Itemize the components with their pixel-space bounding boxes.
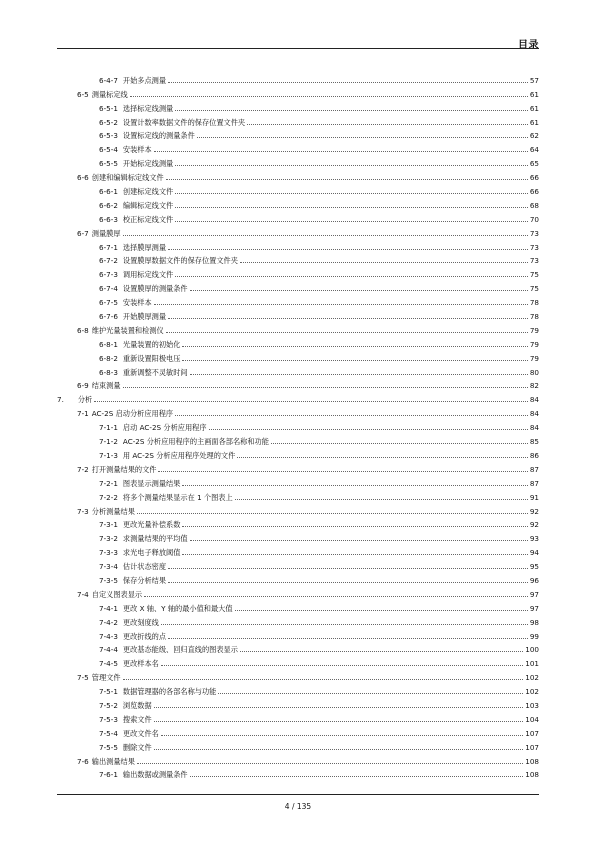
toc-entry-title: 重新调整不灵敏时间: [122, 367, 188, 377]
toc-entry-number: 7-3-1: [99, 520, 118, 530]
toc-leader-dots: [166, 178, 528, 180]
toc-leader-dots: [168, 637, 528, 639]
toc-entry-number: 7-6: [77, 756, 89, 766]
toc-entry-title: 分析测量结果: [91, 506, 135, 516]
toc-leader-dots: [271, 442, 528, 444]
toc-entry-page: 92: [529, 506, 539, 516]
toc-entry-number: 7-5-4: [99, 728, 118, 738]
toc-entry[interactable]: [57, 474, 539, 488]
toc-entry-page: 57: [529, 75, 539, 85]
toc-entry-page: 99: [529, 631, 539, 641]
toc-entry-number: 7-3: [77, 506, 89, 516]
toc-entry-number: 6-7-1: [99, 242, 118, 252]
toc-entry[interactable]: [57, 363, 539, 377]
toc-entry-title: 更改刻度线: [122, 617, 159, 627]
toc-leader-dots: [240, 650, 523, 652]
toc-leader-dots: [161, 664, 523, 666]
toc-entry-title: 设置计数率数据文件的保存位置文件夹: [122, 117, 246, 127]
toc-leader-dots: [218, 692, 523, 694]
toc-entry-number: 6-5-2: [99, 117, 118, 127]
toc-entry-page: 61: [529, 89, 539, 99]
toc-entry[interactable]: [57, 599, 539, 613]
toc-entry-page: 73: [529, 256, 539, 266]
toc-entry-title: 求光电子释放阈值: [122, 548, 181, 558]
toc-entry-page: 75: [529, 284, 539, 294]
toc-leader-dots: [123, 386, 528, 388]
toc-entry[interactable]: [57, 752, 539, 766]
toc-entry-title: 选择标定线测量: [122, 103, 174, 113]
toc-entry-number: 7-4-5: [99, 659, 118, 669]
toc-leader-dots: [175, 414, 528, 416]
toc-entry-page: 61: [529, 117, 539, 127]
toc-entry-number: 7-1-2: [99, 437, 118, 447]
toc-entry-title: 保存分析结果: [122, 575, 167, 585]
toc-leader-dots: [154, 303, 528, 305]
toc-leader-dots: [130, 95, 528, 97]
toc-entry[interactable]: [57, 210, 539, 224]
toc-entry-title: 设置膜厚的测量条件: [122, 284, 188, 294]
toc-leader-dots: [175, 192, 528, 194]
toc-entry-title: 求测量结果的平均值: [122, 534, 188, 544]
toc-entry-title: 测量膜厚: [91, 228, 121, 238]
toc-entry-number: 6-7-4: [99, 284, 118, 294]
toc-leader-dots: [240, 261, 528, 263]
toc-entry-page: 84: [529, 423, 539, 433]
toc-leader-dots: [190, 289, 528, 291]
toc-entry[interactable]: [57, 613, 539, 627]
toc-entry[interactable]: [57, 571, 539, 585]
toc-entry-number: 7-5-5: [99, 742, 118, 752]
toc-entry-page: 96: [529, 575, 539, 585]
toc-entry[interactable]: [57, 293, 539, 307]
toc-entry-page: 66: [529, 173, 539, 183]
toc-entry[interactable]: [57, 238, 539, 252]
toc-entry-number: 6-7-3: [99, 270, 118, 280]
page-header-title: 目录: [518, 40, 539, 51]
toc-entry-page: 107: [525, 742, 539, 752]
toc-entry[interactable]: [57, 557, 539, 571]
toc-entry[interactable]: [57, 710, 539, 724]
toc-entry[interactable]: [57, 404, 539, 418]
toc-entry[interactable]: [57, 627, 539, 641]
toc-entry-number: 6-4-7: [99, 75, 118, 85]
toc-leader-dots: [137, 762, 523, 764]
toc-entry-title: 开始膜厚测量: [122, 312, 167, 322]
toc-entry-number: 7-5: [77, 673, 89, 683]
toc-leader-dots: [158, 470, 527, 472]
toc-entry-page: 95: [529, 562, 539, 572]
toc-leader-dots: [168, 81, 528, 83]
toc-entry-page: 91: [529, 492, 539, 502]
toc-leader-dots: [154, 748, 524, 750]
toc-entry-number: 6-7-2: [99, 256, 118, 266]
toc-entry-page: 87: [529, 464, 539, 474]
toc-entry-page: 87: [529, 478, 539, 488]
toc-entry-number: 7-2: [77, 464, 89, 474]
toc-entry-number: 7-4-4: [99, 645, 118, 655]
toc-leader-dots: [235, 609, 528, 611]
toc-entry-number: 6-8-2: [99, 353, 118, 363]
toc-entry[interactable]: [57, 696, 539, 710]
toc-leader-dots: [175, 164, 528, 166]
toc-entry-number: 6-8-3: [99, 367, 118, 377]
toc-entry-title: 图表显示测量结果: [122, 478, 181, 488]
toc-leader-dots: [190, 775, 524, 777]
toc-entry-page: 78: [529, 298, 539, 308]
page-number: 4 / 135: [284, 802, 312, 811]
toc-entry-page: 62: [529, 131, 539, 141]
toc-entry-page: 85: [529, 437, 539, 447]
toc-entry-title: 更改 X 轴、Y 轴的最小值和最大值: [122, 603, 233, 613]
toc-entry-number: 7-1-3: [99, 450, 118, 460]
toc-entry-number: 6-6-2: [99, 200, 118, 210]
toc-leader-dots: [175, 275, 528, 277]
toc-entry-page: 102: [525, 673, 539, 683]
toc-entry[interactable]: [57, 377, 539, 391]
toc-entry-title: 数据管理器的各部名称与功能: [122, 687, 217, 697]
toc-entry-number: 6-5-4: [99, 145, 118, 155]
toc-entry-number: 7-3-4: [99, 562, 118, 572]
toc-entry-title: 安装样本: [122, 145, 152, 155]
toc-entry-number: 6-7: [77, 228, 89, 238]
toc-entry[interactable]: [57, 321, 539, 335]
toc-entry[interactable]: [57, 585, 539, 599]
toc-entry-page: 108: [525, 770, 539, 780]
toc-entry-title: 测量标定线: [91, 89, 128, 99]
toc-entry[interactable]: [57, 168, 539, 182]
toc-entry-title: 用 AC-2S 分析应用程序处理的文件: [122, 450, 236, 460]
toc-leader-dots: [123, 234, 528, 236]
toc-entry-title: 调用标定线文件: [122, 270, 174, 280]
toc-entry-number: 6-5-3: [99, 131, 118, 141]
toc-entry[interactable]: [57, 99, 539, 113]
toc-entry-number: 7-1: [77, 409, 89, 419]
toc-entry-page: 107: [525, 728, 539, 738]
toc-entry-page: 65: [529, 159, 539, 169]
toc-entry-title: 维护光量装置和检测仪: [91, 325, 164, 335]
toc-entry-number: 6-5-5: [99, 159, 118, 169]
toc-leader-dots: [175, 109, 528, 111]
toc-entry-title: 启动 AC-2S 分析应用程序: [122, 423, 207, 433]
toc-entry-page: 79: [529, 353, 539, 363]
toc-entry-title: 更改光量补偿系数: [122, 520, 181, 530]
toc-entry-title: AC-2S 启动分析应用程序: [91, 409, 174, 419]
toc-entry[interactable]: [57, 654, 539, 668]
toc-entry[interactable]: [57, 113, 539, 127]
toc-entry-page: 97: [529, 589, 539, 599]
toc-entry[interactable]: [57, 418, 539, 432]
toc-entry-page: 66: [529, 187, 539, 197]
toc-entry-number: 6-5-1: [99, 103, 118, 113]
toc-entry-page: 100: [525, 645, 539, 655]
toc-leader-dots: [168, 317, 528, 319]
toc-entry[interactable]: [57, 668, 539, 682]
toc-entry[interactable]: [57, 488, 539, 502]
footer-divider: [57, 794, 539, 795]
toc-entry-page: 78: [529, 312, 539, 322]
toc-entry[interactable]: [57, 738, 539, 752]
toc-entry-title: 分析: [77, 395, 93, 405]
toc-entry-number: 6-6-3: [99, 214, 118, 224]
toc-entry-number: 7-3-2: [99, 534, 118, 544]
toc-entry-page: 101: [525, 659, 539, 669]
toc-entry-page: 84: [529, 395, 539, 405]
toc-entry-number: 7-3-5: [99, 575, 118, 585]
toc-entry-page: 104: [525, 714, 539, 724]
toc-leader-dots: [154, 720, 524, 722]
toc-entry-page: 102: [525, 687, 539, 697]
toc-entry[interactable]: [57, 432, 539, 446]
toc-entry-number: 6-7-6: [99, 312, 118, 322]
toc-entry-title: 管理文件: [91, 673, 121, 683]
toc-entry-page: 73: [529, 228, 539, 238]
toc-entry[interactable]: [57, 196, 539, 210]
toc-entry-page: 73: [529, 242, 539, 252]
toc-leader-dots: [237, 456, 528, 458]
toc-entry-page: 82: [529, 381, 539, 391]
toc-entry-title: 输出测量结果: [91, 756, 135, 766]
toc-entry-title: 校正标定线文件: [122, 214, 174, 224]
toc-entry-title: 更改基态能级、回归直线的图表显示: [122, 645, 238, 655]
toc-leader-dots: [137, 512, 528, 514]
toc-entry[interactable]: [57, 71, 539, 85]
toc-entry-title: 光量装置的初始化: [122, 339, 181, 349]
toc-leader-dots: [123, 678, 524, 680]
toc-entry-title: 输出数据或测量条件: [122, 770, 188, 780]
toc-entry-page: 80: [529, 367, 539, 377]
toc-entry-page: 79: [529, 325, 539, 335]
toc-entry[interactable]: [57, 390, 539, 404]
toc-entry-number: 6-6: [77, 173, 89, 183]
toc-entry-title: 删除文件: [122, 742, 152, 752]
toc-entry-title: 更改样本名: [122, 659, 159, 669]
toc-entry-title: 更改折线的点: [122, 631, 167, 641]
toc-leader-dots: [235, 498, 528, 500]
toc-entry-title: 设置膜厚数据文件的保存位置文件夹: [122, 256, 238, 266]
toc-entry-page: 93: [529, 534, 539, 544]
toc-entry-page: 103: [525, 700, 539, 710]
toc-entry-title: 设置标定线的测量条件: [122, 131, 195, 141]
toc-entry-page: 98: [529, 617, 539, 627]
toc-entry-title: 更改文件名: [122, 728, 159, 738]
toc-entry-number: 7-4-3: [99, 631, 118, 641]
toc-entry-number: 7-2-1: [99, 478, 118, 488]
toc-leader-dots: [154, 150, 528, 152]
toc-entry[interactable]: [57, 460, 539, 474]
toc-entry-title: 创建和编辑标定线文件: [91, 173, 164, 183]
toc-leader-dots: [168, 581, 528, 583]
toc-entry-title: 安装样本: [122, 298, 152, 308]
toc-entry-title: 选择膜厚测量: [122, 242, 167, 252]
toc-leader-dots: [190, 539, 528, 541]
toc-entry-number: 6-9: [77, 381, 89, 391]
toc-entry-number: 7-2-2: [99, 492, 118, 502]
toc-entry[interactable]: [57, 529, 539, 543]
toc-entry[interactable]: [57, 307, 539, 321]
toc-leader-dots: [175, 220, 528, 222]
toc-entry-number: 6-8-1: [99, 339, 118, 349]
toc-entry-title: AC-2S 分析应用程序的主画面各部名称和功能: [122, 437, 269, 447]
toc-entry[interactable]: [57, 85, 539, 99]
toc-entry-number: 6-5: [77, 89, 89, 99]
toc-entry[interactable]: [57, 140, 539, 154]
toc-entry[interactable]: [57, 265, 539, 279]
toc-entry-number: 7-4: [77, 589, 89, 599]
toc-entry-page: 92: [529, 520, 539, 530]
toc-entry-page: 97: [529, 603, 539, 613]
toc-leader-dots: [154, 706, 524, 708]
toc-leader-dots: [247, 123, 528, 125]
toc-leader-dots: [182, 345, 527, 347]
toc-leader-dots: [168, 248, 528, 250]
toc-entry-title: 编辑标定线文件: [122, 200, 174, 210]
toc-entry-title: 浏览数据: [122, 700, 152, 710]
toc-entry-page: 68: [529, 200, 539, 210]
toc-leader-dots: [197, 136, 528, 138]
toc-leader-dots: [144, 595, 528, 597]
toc-entry-page: 84: [529, 409, 539, 419]
toc-entry-number: 7.: [57, 395, 64, 405]
toc-entry-title: 估计状态密度: [122, 562, 167, 572]
toc-entry-page: 94: [529, 548, 539, 558]
toc-leader-dots: [161, 623, 528, 625]
toc-entry[interactable]: [57, 766, 539, 780]
toc-leader-dots: [94, 400, 528, 402]
toc-entry[interactable]: [57, 446, 539, 460]
toc-leader-dots: [182, 553, 527, 555]
toc-entry-title: 重新设置阳极电压: [122, 353, 181, 363]
toc-entry[interactable]: [57, 182, 539, 196]
header-divider: [57, 48, 539, 49]
toc-entry-number: 7-4-2: [99, 617, 118, 627]
toc-entry-page: 86: [529, 450, 539, 460]
toc-entry[interactable]: [57, 543, 539, 557]
toc-entry-number: 7-3-3: [99, 548, 118, 558]
toc-entry-page: 61: [529, 103, 539, 113]
toc-leader-dots: [182, 484, 527, 486]
toc-entry-number: 7-6-1: [99, 770, 118, 780]
toc-entry-page: 108: [525, 756, 539, 766]
toc-entry-page: 70: [529, 214, 539, 224]
toc-entry-title: 打开测量结果的文件: [91, 464, 157, 474]
toc-entry-number: 6-6-1: [99, 187, 118, 197]
toc-entry[interactable]: [57, 516, 539, 530]
toc-leader-dots: [182, 525, 527, 527]
table-of-contents: [57, 71, 539, 779]
toc-entry-page: 75: [529, 270, 539, 280]
toc-entry[interactable]: [57, 252, 539, 266]
toc-entry[interactable]: [57, 224, 539, 238]
toc-entry-title: 搜索文件: [122, 714, 152, 724]
toc-entry-page: 64: [529, 145, 539, 155]
toc-entry-number: 6-7-5: [99, 298, 118, 308]
toc-leader-dots: [161, 734, 523, 736]
toc-leader-dots: [168, 567, 528, 569]
toc-entry-title: 开始标定线测量: [122, 159, 174, 169]
toc-entry-number: 7-5-1: [99, 687, 118, 697]
toc-entry-title: 结束测量: [91, 381, 121, 391]
toc-entry-number: 7-1-1: [99, 423, 118, 433]
toc-entry-number: 6-8: [77, 325, 89, 335]
toc-entry[interactable]: [57, 335, 539, 349]
toc-leader-dots: [182, 359, 527, 361]
toc-entry[interactable]: [57, 279, 539, 293]
toc-entry[interactable]: [57, 641, 539, 655]
toc-entry[interactable]: [57, 154, 539, 168]
toc-entry-number: 7-5-2: [99, 700, 118, 710]
toc-entry-page: 79: [529, 339, 539, 349]
toc-entry[interactable]: [57, 349, 539, 363]
toc-entry-title: 将多个测量结果显示在 1 个图表上: [122, 492, 233, 502]
toc-leader-dots: [209, 428, 528, 430]
toc-leader-dots: [190, 373, 528, 375]
toc-entry[interactable]: [57, 724, 539, 738]
toc-entry[interactable]: [57, 502, 539, 516]
toc-entry-title: 自定义图表显示: [91, 589, 143, 599]
toc-entry-number: 7-4-1: [99, 603, 118, 613]
toc-leader-dots: [166, 331, 528, 333]
toc-entry-title: 开始多点测量: [122, 75, 167, 85]
toc-entry[interactable]: [57, 127, 539, 141]
toc-entry-number: 7-5-3: [99, 714, 118, 724]
toc-entry-title: 创建标定线文件: [122, 187, 174, 197]
toc-entry[interactable]: [57, 682, 539, 696]
toc-leader-dots: [175, 206, 528, 208]
